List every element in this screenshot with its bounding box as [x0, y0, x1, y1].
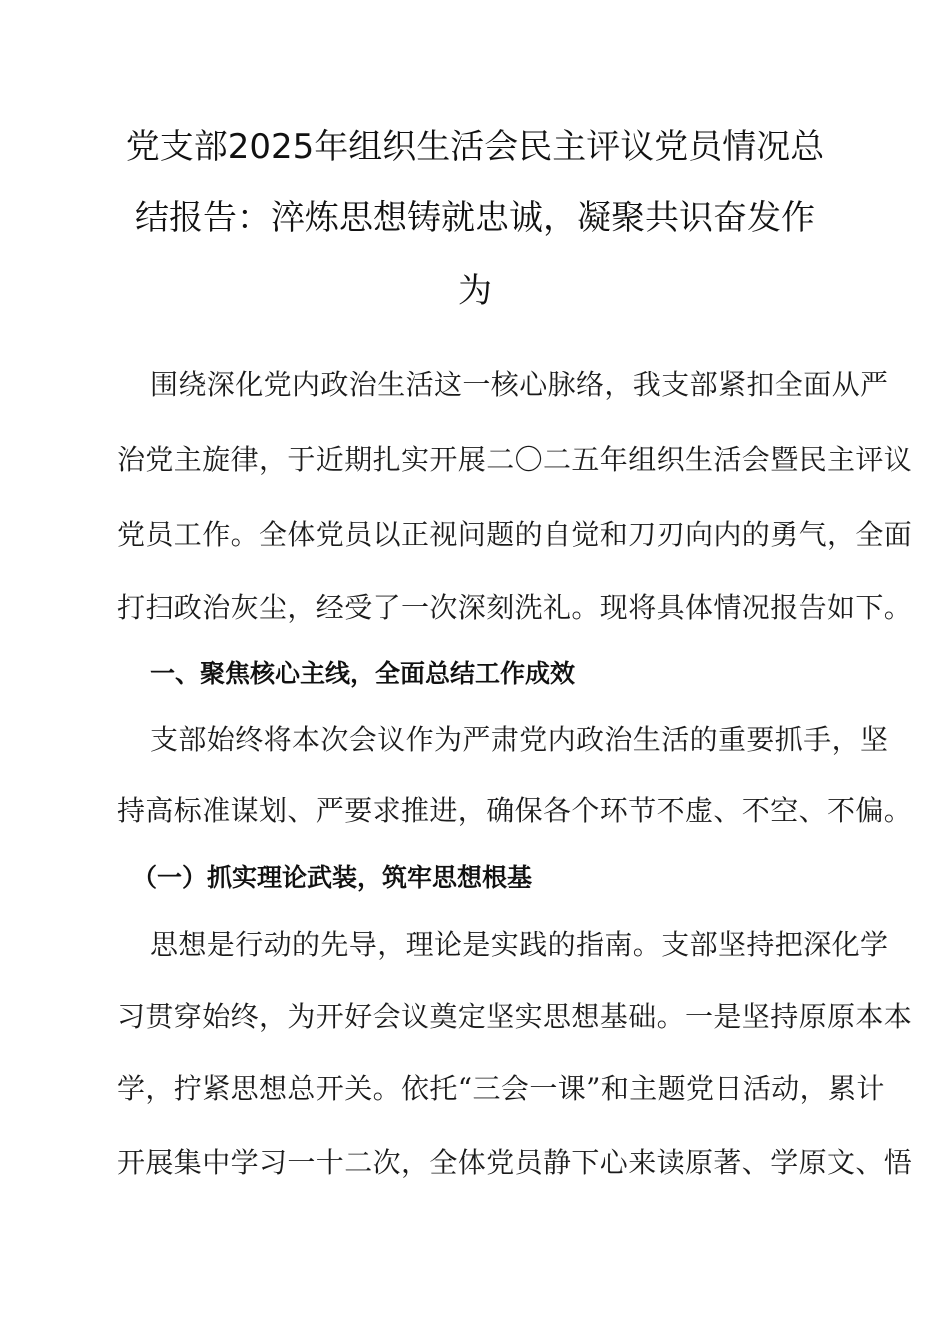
- subsection-heading-1: （一）抓实理论武装，筑牢思想根基: [132, 863, 533, 892]
- title-line-1: 党支部2025年组织生活会民主评议党员情况总: [125, 127, 825, 167]
- paragraph-line: 围绕深化党内政治生活这一核心脉络，我支部紧扣全面从严: [150, 368, 889, 401]
- paragraph-line: 思想是行动的先导，理论是实践的指南。支部坚持把深化学: [150, 928, 889, 961]
- paragraph-line: 开展集中学习一十二次，全体党员静下心来读原著、学原文、悟: [117, 1146, 913, 1179]
- title-line-2: 结报告：淬炼思想铸就忠诚，凝聚共识奋发作: [135, 198, 815, 238]
- paragraph-line: 治党主旋律，于近期扎实开展二〇二五年组织生活会暨民主评议: [117, 443, 913, 476]
- paragraph-line: 习贯穿始终，为开好会议奠定坚实思想基础。一是坚持原原本本: [117, 1000, 913, 1033]
- paragraph-line: 打扫政治灰尘，经受了一次深刻洗礼。现将具体情况报告如下。: [117, 591, 913, 624]
- paragraph-line: 党员工作。全体党员以正视问题的自觉和刀刃向内的勇气，全面: [117, 518, 913, 551]
- section-heading-1: 一、聚焦核心主线，全面总结工作成效: [150, 659, 576, 688]
- title-line-3: 为: [458, 271, 492, 311]
- paragraph-line: 支部始终将本次会议作为严肃党内政治生活的重要抓手，坚: [150, 723, 889, 756]
- paragraph-line: 学，拧紧思想总开关。依托“三会一课”和主题党日活动，累计: [117, 1072, 885, 1105]
- paragraph-line: 持高标准谋划、严要求推进，确保各个环节不虚、不空、不偏。: [117, 794, 913, 827]
